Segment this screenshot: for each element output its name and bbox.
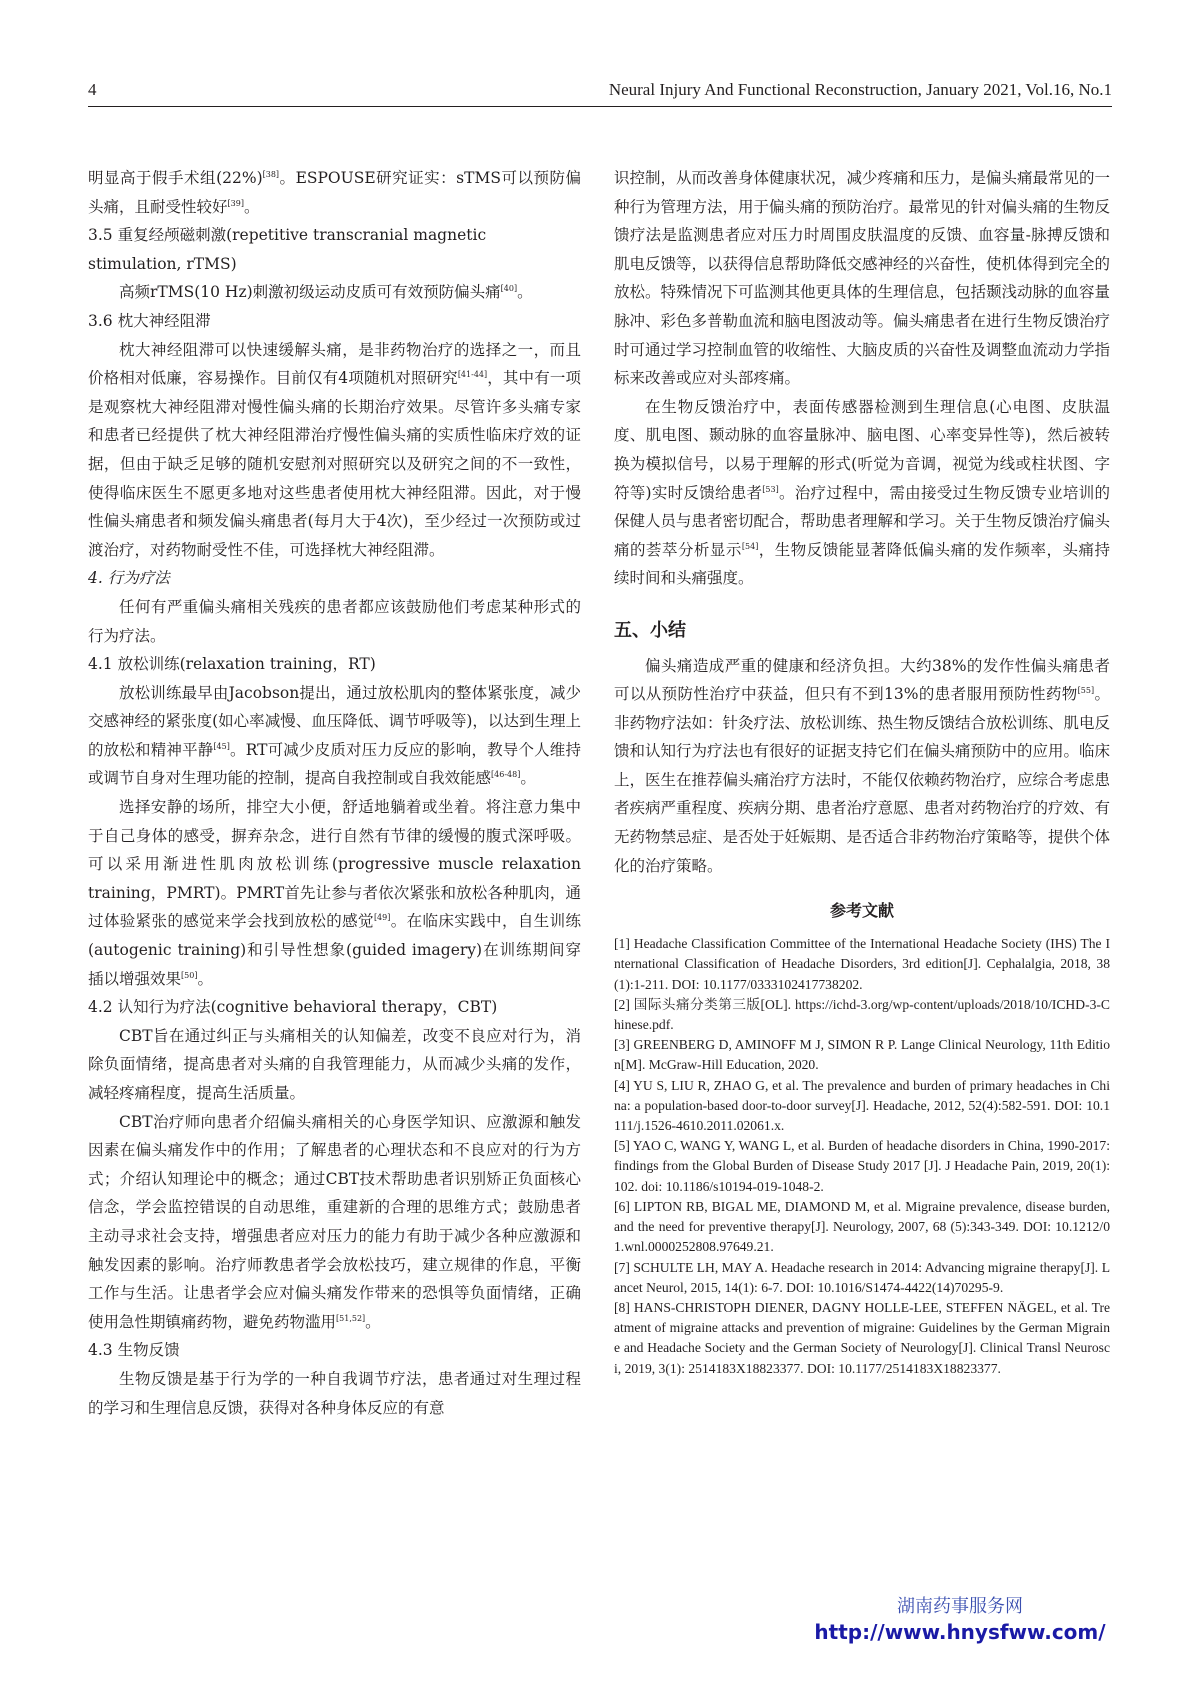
citation: [55] [1077,686,1095,696]
paragraph-biofeedback-2: 在生物反馈治疗中，表面传感器检测到生理信息(心电图、皮肤温度、肌电图、颞动脉的血容量脉冲、脑电图、心率变异性等)，然后被转换为模拟信号，以易于理解的形式(听觉为音调，视觉为线或柱状图、字符等)实时反馈给患者[53]。治疗过程中，需由接受过生物反馈专业培训的保健人员与患者密切配合，帮助患者理解和学习。关于生物反馈治疗偏头痛的荟萃分析显示[54]，生物反馈能显著降低偏头痛的发作频率，头痛持续时间和头痛强度。 [614,397,1111,588]
paragraph-biofeedback-cont: 识控制，从而改善身体健康状况，减少疼痛和压力，是偏头痛最常见的一种行为管理方法，用于偏头痛的预防治疗。最常见的针对偏头痛的生物反馈疗法是监测患者应对压力时周围皮肤温度的反馈、血容量-脉搏反馈和肌电反馈等，以获得信息帮助降低交感神经的兴奋性，使机体得到完全的放松。特殊情况下可监测其他更具体的生理信息，包括颞浅动脉的血容量脉冲、彩色多普勒血流和脑电图波动等。偏头痛患者在进行生物反馈治疗时可通过学习控制血管的收缩性、大脑皮质的兴奋性及调整血流动力学指标来改善或应对头部疼痛。 [614,169,1111,388]
header-rule [88,106,1112,107]
citation: [49] [373,913,391,923]
paragraph-relaxation-2: 选择安静的场所，排空大小便，舒适地躺着或坐着。将注意力集中于自己身体的感受，摒弃杂念，进行自然有节律的缓慢的腹式深呼吸。可以采用渐进性肌肉放松训练(progressive muscle relaxation training，PMRT)。PMRT首先让参与者依次紧张和放松各种肌肉，通过体验紧张的感觉来学会找到放松的感觉[49]。在临床实践中，自生训练(autogenic training)和引导性想象(guided imagery)在训练期间穿插以增强效果[50]。 [88,798,581,988]
paragraph-biofeedback-1: 生物反馈是基于行为学的一种自我调节疗法，患者通过对生理过程的学习和生理信息反馈，获得对各种身体反应的有意 [88,1369,581,1417]
paragraph-intro: 明显高于假手术组(22%)[38]。ESPOUSE研究证实：sTMS可以预防偏头痛，且耐受性较好[39]。 [88,169,582,216]
section-heading-3-6: 3.6 枕大神经阻滞 [88,311,211,330]
citation: [51,52] [336,1313,366,1323]
paragraph-relaxation-1: 放松训练最早由Jacobson提出，通过放松肌肉的整体紧张度，减少交感神经的紧张度(如心率减慢、血压降低、调节呼吸等)，以达到生理上的放松和精神平静[45]。RT可减少皮质对压力反应的影响，教导个人维持或调节自身对生理功能的控制，提高自我控制或自我效能感[46-48]。 [88,683,581,788]
watermark-url: http://www.hnysfww.com/ [814,1620,1106,1644]
references-title: 参考文献 [829,901,894,921]
paragraph-cbt-1: CBT旨在通过纠正与头痛相关的认知偏差，改变不良应对行为，消除负面情绪，提高患者对头痛的自我管理能力，从而减少头痛的发作，减轻疼痛程度，提高生活质量。 [88,1026,581,1102]
page-number: 4 [88,80,97,99]
reference-item: [3] GREENBERG D, AMINOFF M J, SIMON R P. Lange Clinical Neurology, 11th Edition[M]. McGraw-Hill Education, 2020. [614,1037,1110,1073]
section-heading-4-1: 4.1 放松训练(relaxation training，RT) [88,655,376,674]
paragraph-summary: 偏头痛造成严重的健康和经济负担。大约38%的发作性偏头痛患者可以从预防性治疗中获益，但只有不到13%的患者服用预防性药物[55]。非药物疗法如：针灸疗法、放松训练、热生物反馈结合放松训练、肌电反馈和认知行为疗法也有很好的证据支持它们在偏头痛预防中的应用。临床上，医生在推荐偏头痛治疗方法时，不能仅依赖药物治疗，应综合考虑患者疾病严重程度、疾病分期、患者治疗意愿、患者对药物治疗的疗效、有无药物禁忌症、是否处于妊娠期、是否适合非药物治疗策略等，提供个体化的治疗策略。 [614,656,1111,875]
reference-item: [1] Headache Classification Committee of the International Headache Society (IHS) The International Classification of Headache Disorders, 3rd edition[J]. Cephalalgia, 2018, 38(1):1-211. DOI: 10.1177/0333102417738202. [614,936,1110,992]
citation: [39] [227,198,244,208]
citation: [46-48] [491,770,521,780]
reference-item: [5] YAO C, WANG Y, WANG L, et al. Burden of headache disorders in China, 1990-2017: findings from the Global Burden of Disease Study 2017 [J]. J Headache Pain, 2019, 20(1): 102. doi: 10.1186/s10194-019-1048-2. [614,1138,1110,1194]
reference-item: [7] SCHULTE LH, MAY A. Headache research in 2014: Advancing migraine therapy[J]. Lancet Neurol, 2015, 14(1): 6-7. DOI: 10.1016/S1474-4422(14)70295-9. [614,1259,1110,1295]
citation: [54] [741,541,759,551]
section-heading-4-3: 4.3 生物反馈 [88,1341,180,1360]
section-heading-4: 4. 行为疗法 [88,569,170,588]
reference-item: [4] YU S, LIU R, ZHAO G, et al. The prevalence and burden of primary headaches in China: a population-based door-to-door survey[J]. Headache, 2012, 52(4):582-591. DOI: 10.1111/j.1526-4610.2011.02061.x. [614,1077,1110,1134]
paragraph-cbt-2: CBT治疗师向患者介绍偏头痛相关的心身医学知识、应激源和触发因素在偏头痛发作中的作用；了解患者的心理状态和不良应对的行为方式；介绍认知理论中的概念；通过CBT技术帮助患者识别矫正负面核心信念，学会监控错误的自动思维，重建新的合理的思维方式；鼓励患者主动寻求社会支持，增强患者应对压力的能力有助于减少各种应激源和触发因素的影响。治疗师教患者学会放松技巧，建立规律的作息，平衡工作与生活。让患者学会应对偏头痛发作带来的恐惧等负面情绪，正确使用急性期镇痛药物，避免药物滥用[51,52]。 [88,1112,581,1331]
watermark-site-name: 湖南药事服务网 [897,1596,1023,1617]
paragraph-behavioral: 任何有严重偏头痛相关残疾的患者都应该鼓励他们考虑某种形式的行为疗法。 [88,597,581,645]
running-header: Neural Injury And Functional Reconstruction, January 2021, Vol.16, No.1 [608,80,1112,99]
reference-item: [2] 国际头痛分类第三版[OL]. https://ichd-3.org/wp-content/uploads/2018/10/ICHD-3-Chinese.pdf. [614,996,1110,1033]
section-heading-4-2: 4.2 认知行为疗法(cognitive behavioral therapy，CBT) [88,998,498,1017]
citation: [40] [500,284,518,294]
paragraph-nerve-block: 枕大神经阻滞可以快速缓解头痛，是非药物治疗的选择之一，而且价格相对低廉，容易操作。目前仅有4项随机对照研究[41-44]，其中有一项是观察枕大神经阻滞对慢性偏头痛的长期治疗效果。尽管许多头痛专家和患者已经提供了枕大神经阻滞治疗慢性偏头痛的实质性临床疗效的证据，但由于缺乏足够的随机安慰剂对照研究以及研究之间的不一致性，使得临床医生不愿更多地对这些患者使用枕大神经阻滞。因此，对于慢性偏头痛患者和频发偏头痛患者(每月大于4次)，至少经过一次预防或过渡治疗，对药物耐受性不佳，可选择枕大神经阻滞。 [88,340,581,559]
citation: [41-44] [457,370,488,380]
citation: [50] [181,970,198,980]
paragraph-rtms: 高频rTMS(10 Hz)刺激初级运动皮质可有效预防偏头痛[40]。 [119,283,533,302]
citation: [45] [213,741,230,751]
section-heading-3-5: 3.5 重复经颅磁刺激(repetitive transcranial magnetic stimulation, rTMS) [88,226,487,273]
citation: [38] [262,170,280,179]
reference-item: [8] HANS-CHRISTOPH DIENER, DAGNY HOLLE-LEE, STEFFEN NÄGEL, et al. Treatment of migraine attacks and prevention of migraine: Guidelines by the German Migraine and Headache Society and the German Society of Neurology[J]. Clinical Transl Neurosci, 2019, 3(1): 2514183X18823377. DOI: 10.1177/2514183X18823377. [614,1299,1110,1376]
right-column [614,164,1110,1379]
reference-list [614,934,1110,1378]
citation: [53] [762,484,779,494]
reference-item: [6] LIPTON RB, BIGAL ME, DIAMOND M, et al. Migraine prevalence, disease burden, and the need for preventive therapy[J]. Neurology, 2007, 68 (5):343-349. DOI: 10.1212/01.wnl.0000252808.97649.21. [614,1198,1110,1255]
section-heading-summary: 五、小结 [614,619,686,641]
left-column [88,164,581,1422]
